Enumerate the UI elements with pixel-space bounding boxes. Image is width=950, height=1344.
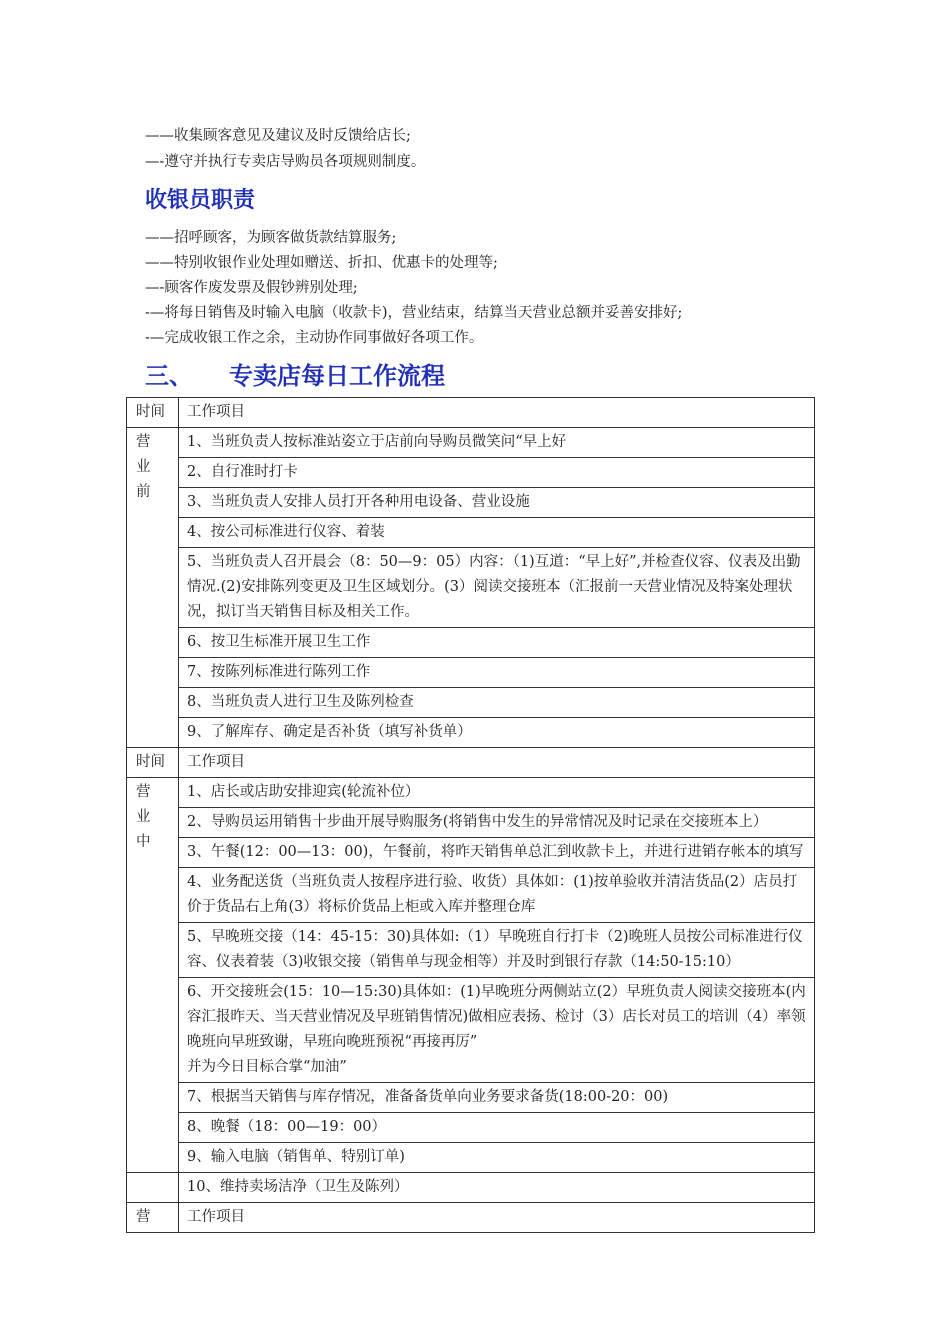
table-row <box>127 688 815 718</box>
section-number: 三、 <box>145 362 193 390</box>
stage-before-business: 营 业 前 <box>127 428 179 748</box>
during-item-6: 6、开交接班会(15：10—15:30)具体如：(1)早晚班分两侧站立(2）早班负责人阅读交接班本(内容汇报昨天、当天营业情况及早班销售情况)做相应表扬、检讨（3）店长对员工的培训（4）率领晚班向早班致谢，早班向晚班预祝“再接再厉” 并为今日目标合掌“加油” <box>179 978 815 1083</box>
table-row <box>127 548 815 628</box>
empty-time-cell <box>127 1173 179 1203</box>
stage-after-business-start: 营 <box>127 1203 179 1233</box>
table-row <box>127 978 815 1083</box>
during-item-1: 1、店长或店助安排迎宾(轮流补位） <box>179 778 815 808</box>
table-row <box>127 923 815 978</box>
before-item-7: 7、按陈列标准进行陈列工作 <box>179 658 815 688</box>
table-header-row <box>127 1203 815 1233</box>
table-row <box>127 428 815 458</box>
table-row <box>127 658 815 688</box>
table-row <box>127 1173 815 1203</box>
intro-line-2: —-遵守并执行专卖店导购员各项规则制度。 <box>145 154 426 170</box>
table-row <box>127 838 815 868</box>
table-row <box>127 868 815 923</box>
table-row <box>127 808 815 838</box>
header-time: 时间 <box>127 398 179 428</box>
before-item-4: 4、按公司标准进行仪容、着装 <box>179 518 815 548</box>
table-header-row <box>127 748 815 778</box>
table-row <box>127 1083 815 1113</box>
table-row <box>127 778 815 808</box>
during-item-9: 9、输入电脑（销售单、特别订单) <box>179 1143 815 1173</box>
during-item-2: 2、导购员运用销售十步曲开展导购服务(将销售中发生的异常情况及时记录在交接班本上） <box>179 808 815 838</box>
intro-line-1: ——收集顾客意见及建议及时反馈给店长; <box>145 128 411 144</box>
before-item-3: 3、当班负责人安排人员打开各种用电设备、营业设施 <box>179 488 815 518</box>
table-row <box>127 458 815 488</box>
cashier-line-5: -—完成收银工作之余，主动协作同事做好各项工作。 <box>145 330 484 346</box>
section-3-heading <box>145 356 445 391</box>
table-row <box>127 628 815 658</box>
during-item-10: 10、维持卖场洁净（卫生及陈列） <box>179 1173 815 1203</box>
table-row <box>127 718 815 748</box>
daily-workflow-table <box>126 397 815 1233</box>
header-time: 时间 <box>127 748 179 778</box>
table-header-row <box>127 398 815 428</box>
before-item-6: 6、按卫生标准开展卫生工作 <box>179 628 815 658</box>
during-item-5: 5、早晚班交接（14：45-15：30)具体如:（1）早晚班自行打卡（2)晚班人员按公司标准进行仪容、仪表着装（3)收银交接（销售单与现金相等）并及时到银行存款（14:50-15:10） <box>179 923 815 978</box>
before-item-1: 1、当班负责人按标准站姿立于店前向导购员微笑问“早上好 <box>179 428 815 458</box>
before-item-2: 2、自行准时打卡 <box>179 458 815 488</box>
during-item-3: 3、午餐(12：00—13：00)，午餐前，将昨天销售单总汇到收款卡上，并进行进销存帐本的填写 <box>179 838 815 868</box>
before-item-5: 5、当班负责人召开晨会（8：50—9：05）内容：（1)互道：“早上好”,并检查仪容、仪表及出勤情况.(2)安排陈列变更及卫生区域划分。(3）阅读交接班本（汇报前一天营业情况及特案处理状况，拟订当天销售目标及相关工作。 <box>179 548 815 628</box>
table-row <box>127 1113 815 1143</box>
header-item: 工作项目 <box>179 748 815 778</box>
cashier-duties-heading: 收银员职责 <box>145 188 256 213</box>
cashier-line-4: -—将每日销售及时输入电脑（收款卡)，营业结束，结算当天营业总额并妥善安排好; <box>145 305 683 321</box>
stage-during-business: 营 业 中 <box>127 778 179 1173</box>
during-item-4: 4、业务配送货（当班负责人按程序进行验、收货）具体如：(1)按单验收并清洁货品(2）店员打价于货品右上角(3）将标价货品上柜或入库并整理仓库 <box>179 868 815 923</box>
header-item: 工作项目 <box>179 398 815 428</box>
section-title: 专卖店每日工作流程 <box>229 362 445 390</box>
table-row <box>127 518 815 548</box>
before-item-9: 9、了解库存、确定是否补货（填写补货单） <box>179 718 815 748</box>
cashier-line-3: —-顾客作废发票及假钞辨别处理; <box>145 280 358 296</box>
cashier-line-2: ——特别收银作业处理如赠送、折扣、优惠卡的处理等; <box>145 255 498 271</box>
before-item-8: 8、当班负责人进行卫生及陈列检查 <box>179 688 815 718</box>
header-item: 工作项目 <box>179 1203 815 1233</box>
cashier-line-1: ——招呼顾客，为顾客做货款结算服务; <box>145 230 397 246</box>
during-item-7: 7、根据当天销售与库存情况，准备备货单向业务要求备货(18:00-20：00) <box>179 1083 815 1113</box>
table-row <box>127 488 815 518</box>
during-item-8: 8、晚餐（18：00—19：00） <box>179 1113 815 1143</box>
table-row <box>127 1143 815 1173</box>
